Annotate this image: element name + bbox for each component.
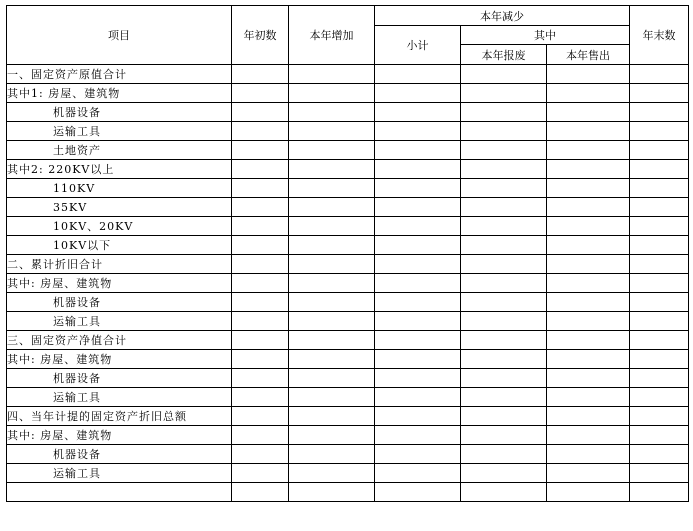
value-cell[interactable] [547,331,630,350]
row-label: 一、固定资产原值合计 [7,65,232,84]
row-label: 三、固定资产净值合计 [7,331,232,350]
header-opening: 年初数 [232,6,289,65]
value-cell[interactable] [375,407,461,426]
value-cell[interactable] [232,217,289,236]
value-cell[interactable] [289,65,375,84]
value-cell[interactable] [375,217,461,236]
table-row [7,122,689,141]
value-cell[interactable] [630,141,689,160]
table-row [7,141,689,160]
value-cell[interactable] [232,350,289,369]
value-cell[interactable] [289,407,375,426]
table-row [7,445,689,464]
row-label: 机器设备 [7,369,232,388]
value-cell[interactable] [232,293,289,312]
value-cell[interactable] [461,388,547,407]
row-label: 10KV、20KV [7,217,232,236]
value-cell[interactable] [375,122,461,141]
value-cell[interactable] [375,103,461,122]
table-row [7,312,689,331]
value-cell[interactable] [630,350,689,369]
table-body [7,65,689,502]
row-label: 其中: 房屋、建筑物 [7,426,232,445]
value-cell[interactable] [289,445,375,464]
value-cell[interactable] [232,274,289,293]
value-cell[interactable] [375,350,461,369]
value-cell[interactable] [547,312,630,331]
value-cell[interactable] [232,141,289,160]
value-cell[interactable] [547,198,630,217]
value-cell[interactable] [461,369,547,388]
value-cell[interactable] [630,293,689,312]
value-cell[interactable] [375,236,461,255]
fixed-assets-table [6,5,689,502]
header-scrapped: 本年报废 [461,45,547,65]
value-cell[interactable] [232,483,289,502]
value-cell[interactable] [232,407,289,426]
row-label [7,483,232,502]
value-cell[interactable] [461,274,547,293]
value-cell[interactable] [289,179,375,198]
value-cell[interactable] [232,426,289,445]
value-cell[interactable] [461,141,547,160]
row-label: 10KV以下 [7,236,232,255]
value-cell[interactable] [232,464,289,483]
value-cell[interactable] [461,236,547,255]
value-cell[interactable] [547,84,630,103]
value-cell[interactable] [461,350,547,369]
table-row [7,160,689,179]
table-row [7,274,689,293]
value-cell[interactable] [375,388,461,407]
row-label: 35KV [7,198,232,217]
value-cell[interactable] [375,331,461,350]
value-cell[interactable] [547,217,630,236]
value-cell[interactable] [289,426,375,445]
value-cell[interactable] [289,293,375,312]
value-cell[interactable] [461,464,547,483]
header-item: 项目 [7,6,232,65]
value-cell[interactable] [289,160,375,179]
value-cell[interactable] [461,179,547,198]
header-subtotal: 小计 [375,26,461,65]
value-cell[interactable] [461,426,547,445]
value-cell[interactable] [232,388,289,407]
value-cell[interactable] [630,236,689,255]
table-row [7,388,689,407]
value-cell[interactable] [461,293,547,312]
value-cell[interactable] [232,160,289,179]
value-cell[interactable] [461,255,547,274]
row-label: 机器设备 [7,103,232,122]
value-cell[interactable] [547,236,630,255]
value-cell[interactable] [547,350,630,369]
value-cell[interactable] [375,198,461,217]
table-row [7,293,689,312]
value-cell[interactable] [630,369,689,388]
value-cell[interactable] [289,122,375,141]
value-cell[interactable] [461,198,547,217]
value-cell[interactable] [630,407,689,426]
table-row [7,103,689,122]
header-of-which: 其中 [461,26,630,45]
value-cell[interactable] [630,426,689,445]
value-cell[interactable] [630,388,689,407]
value-cell[interactable] [461,312,547,331]
value-cell[interactable] [375,84,461,103]
table-row [7,65,689,84]
value-cell[interactable] [461,160,547,179]
value-cell[interactable] [289,350,375,369]
value-cell[interactable] [232,122,289,141]
row-label: 其中: 房屋、建筑物 [7,350,232,369]
value-cell[interactable] [547,179,630,198]
value-cell[interactable] [232,179,289,198]
value-cell[interactable] [547,369,630,388]
value-cell[interactable] [630,198,689,217]
value-cell[interactable] [375,293,461,312]
value-cell[interactable] [289,331,375,350]
value-cell[interactable] [232,84,289,103]
value-cell[interactable] [461,103,547,122]
value-cell[interactable] [461,331,547,350]
table-row [7,426,689,445]
value-cell[interactable] [461,122,547,141]
header-closing: 年末数 [630,6,689,65]
value-cell[interactable] [232,103,289,122]
value-cell[interactable] [630,312,689,331]
value-cell[interactable] [375,483,461,502]
value-cell[interactable] [461,445,547,464]
row-label: 运输工具 [7,312,232,331]
value-cell[interactable] [547,445,630,464]
value-cell[interactable] [289,217,375,236]
row-label: 土地资产 [7,141,232,160]
value-cell[interactable] [289,141,375,160]
value-cell[interactable] [375,445,461,464]
value-cell[interactable] [630,445,689,464]
value-cell[interactable] [547,426,630,445]
value-cell[interactable] [630,84,689,103]
row-label: 其中1: 房屋、建筑物 [7,84,232,103]
table-row [7,350,689,369]
value-cell[interactable] [547,274,630,293]
value-cell[interactable] [547,483,630,502]
row-label: 四、当年计提的固定资产折旧总额 [7,407,232,426]
table-row [7,217,689,236]
value-cell[interactable] [375,255,461,274]
table-row [7,236,689,255]
row-label: 运输工具 [7,464,232,483]
value-cell[interactable] [630,160,689,179]
value-cell[interactable] [289,312,375,331]
table-row [7,84,689,103]
value-cell[interactable] [232,198,289,217]
value-cell[interactable] [289,198,375,217]
value-cell[interactable] [630,483,689,502]
value-cell[interactable] [375,312,461,331]
row-label: 110KV [7,179,232,198]
value-cell[interactable] [630,274,689,293]
row-label: 二、累计折旧合计 [7,255,232,274]
table-row [7,483,689,502]
header-increase: 本年增加 [289,6,375,65]
value-cell[interactable] [461,84,547,103]
table-row [7,331,689,350]
value-cell[interactable] [630,65,689,84]
value-cell[interactable] [375,65,461,84]
header-sold: 本年售出 [547,45,630,65]
value-cell[interactable] [375,141,461,160]
value-cell[interactable] [375,160,461,179]
table-row [7,407,689,426]
value-cell[interactable] [289,236,375,255]
value-cell[interactable] [547,407,630,426]
value-cell[interactable] [547,122,630,141]
value-cell[interactable] [630,464,689,483]
value-cell[interactable] [232,369,289,388]
value-cell[interactable] [547,65,630,84]
row-label: 机器设备 [7,293,232,312]
value-cell[interactable] [461,65,547,84]
value-cell[interactable] [461,217,547,236]
value-cell[interactable] [630,122,689,141]
table-row [7,198,689,217]
value-cell[interactable] [630,255,689,274]
value-cell[interactable] [289,255,375,274]
header-decrease-group: 本年减少 [375,6,630,26]
value-cell[interactable] [547,160,630,179]
value-cell[interactable] [375,369,461,388]
row-label: 运输工具 [7,122,232,141]
value-cell[interactable] [547,141,630,160]
value-cell[interactable] [289,464,375,483]
value-cell[interactable] [289,388,375,407]
table-row [7,464,689,483]
table-row [7,369,689,388]
value-cell[interactable] [630,103,689,122]
row-label: 机器设备 [7,445,232,464]
value-cell[interactable] [461,483,547,502]
value-cell[interactable] [630,179,689,198]
value-cell[interactable] [630,331,689,350]
value-cell[interactable] [289,84,375,103]
value-cell[interactable] [375,179,461,198]
value-cell[interactable] [547,464,630,483]
value-cell[interactable] [289,274,375,293]
value-cell[interactable] [232,236,289,255]
row-label: 运输工具 [7,388,232,407]
value-cell[interactable] [375,426,461,445]
value-cell[interactable] [232,331,289,350]
value-cell[interactable] [547,388,630,407]
value-cell[interactable] [375,274,461,293]
value-cell[interactable] [461,407,547,426]
value-cell[interactable] [547,103,630,122]
table-row [7,179,689,198]
value-cell[interactable] [232,255,289,274]
value-cell[interactable] [232,445,289,464]
row-label: 其中: 房屋、建筑物 [7,274,232,293]
row-label: 其中2: 220KV以上 [7,160,232,179]
value-cell[interactable] [630,217,689,236]
value-cell[interactable] [232,312,289,331]
value-cell[interactable] [289,483,375,502]
value-cell[interactable] [547,255,630,274]
value-cell[interactable] [547,293,630,312]
value-cell[interactable] [289,103,375,122]
table-row [7,255,689,274]
value-cell[interactable] [289,369,375,388]
value-cell[interactable] [232,65,289,84]
value-cell[interactable] [375,464,461,483]
